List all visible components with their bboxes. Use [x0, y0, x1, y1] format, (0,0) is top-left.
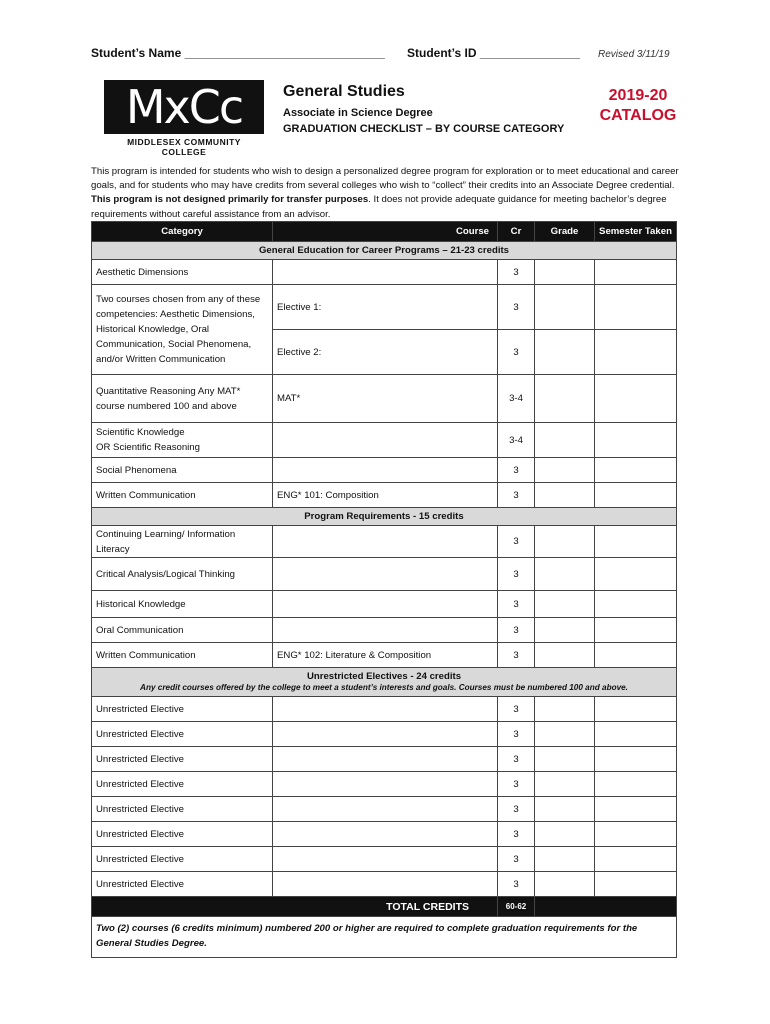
- category-cell: Oral Communication: [92, 618, 273, 643]
- table-row: [92, 747, 677, 772]
- grade-cell[interactable]: [535, 618, 595, 643]
- category-cell: Unrestricted Elective: [92, 772, 273, 797]
- credits-cell: 3: [498, 643, 535, 668]
- col-category: Category: [92, 222, 273, 242]
- course-cell[interactable]: [273, 423, 498, 458]
- course-cell[interactable]: ENG* 101: Composition: [273, 483, 498, 508]
- category-cell: Historical Knowledge: [92, 591, 273, 618]
- catalog-year-value: 2019-20: [608, 87, 668, 104]
- category-cell: Written Communication: [92, 483, 273, 508]
- course-cell[interactable]: [273, 558, 498, 591]
- section-title: Program Requirements - 15 credits: [92, 508, 677, 526]
- footnote: Two (2) courses (6 credits minimum) numbered 200 or higher are required to complete graduation requirements for the General Studies Degree.: [92, 917, 677, 958]
- student-id-field[interactable]: Student’s ID _______________: [407, 46, 580, 60]
- col-cr: Cr: [498, 222, 535, 242]
- footnote-row: [92, 917, 677, 958]
- table-row: [92, 285, 677, 330]
- course-cell[interactable]: [273, 847, 498, 872]
- semester-cell[interactable]: [595, 423, 677, 458]
- checklist-table: [91, 221, 676, 958]
- table-row: [92, 618, 677, 643]
- credits-cell: 3: [498, 483, 535, 508]
- credits-cell: 3: [498, 285, 535, 330]
- course-cell[interactable]: [273, 260, 498, 285]
- total-spacer: [535, 897, 677, 917]
- total-label: TOTAL CREDITS: [92, 897, 498, 917]
- table-row: [92, 643, 677, 668]
- semester-cell[interactable]: [595, 772, 677, 797]
- total-row: [92, 897, 677, 917]
- semester-cell[interactable]: [595, 483, 677, 508]
- table-row: [92, 375, 677, 423]
- table-row: [92, 822, 677, 847]
- grade-cell[interactable]: [535, 772, 595, 797]
- col-semester: Semester Taken: [595, 222, 677, 242]
- revised-date: Revised 3/11/19: [598, 49, 670, 60]
- course-cell[interactable]: Elective 2:: [273, 330, 498, 375]
- course-cell[interactable]: [273, 872, 498, 897]
- course-cell[interactable]: [273, 747, 498, 772]
- section-electives: [92, 668, 677, 697]
- course-cell[interactable]: Elective 1:: [273, 285, 498, 330]
- electives-note: Any credit courses offered by the college to meet a student’s interests and goals. Courses must be numbered 100 and above.: [140, 683, 628, 692]
- category-cell: [92, 423, 273, 458]
- semester-cell[interactable]: [595, 722, 677, 747]
- category-cell: Unrestricted Elective: [92, 872, 273, 897]
- semester-cell[interactable]: [595, 458, 677, 483]
- category-cell: Unrestricted Elective: [92, 797, 273, 822]
- semester-cell[interactable]: [595, 260, 677, 285]
- semester-cell[interactable]: [595, 747, 677, 772]
- table-row: [92, 423, 677, 458]
- grade-cell[interactable]: [535, 330, 595, 375]
- semester-cell[interactable]: [595, 822, 677, 847]
- logo-college-name: MIDDLESEX COMMUNITY COLLEGE: [127, 137, 241, 157]
- credits-cell: 3: [498, 330, 535, 375]
- credits-cell: 3: [498, 697, 535, 722]
- logo-mark: MxCc: [104, 80, 264, 134]
- credits-cell: 3: [498, 797, 535, 822]
- credits-cell: 3: [498, 591, 535, 618]
- program-title: General Studies: [283, 83, 405, 100]
- category-cell: Unrestricted Elective: [92, 822, 273, 847]
- category-cell: Unrestricted Elective: [92, 722, 273, 747]
- section-title: [92, 668, 677, 697]
- col-grade: Grade: [535, 222, 595, 242]
- category-cell: Two courses chosen from any of these competencies: Aesthetic Dimensions, Historical Knowledge, Oral Communication, Social Phenomena, and/or Written Communication: [92, 285, 273, 375]
- grade-cell[interactable]: [535, 526, 595, 558]
- credits-cell: 3: [498, 722, 535, 747]
- intro-text-a: This program is intended for students who wish to design a personalized degree program for exploration or to meet educational and career goals, and for students who may have credits from several colleges who wish to “collect” their credits into an Associate Degree credential.: [91, 166, 679, 192]
- table-row: [92, 591, 677, 618]
- grade-cell[interactable]: [535, 643, 595, 668]
- table-row: [92, 458, 677, 483]
- semester-cell[interactable]: [595, 643, 677, 668]
- table-row: [92, 872, 677, 897]
- table-row: [92, 260, 677, 285]
- course-cell[interactable]: [273, 591, 498, 618]
- credits-cell: 3: [498, 260, 535, 285]
- semester-cell[interactable]: [595, 285, 677, 330]
- semester-cell[interactable]: [595, 526, 677, 558]
- grade-cell[interactable]: [535, 747, 595, 772]
- grade-cell[interactable]: [535, 591, 595, 618]
- credits-cell: 3: [498, 847, 535, 872]
- category-cell: Critical Analysis/Logical Thinking: [92, 558, 273, 591]
- grade-cell[interactable]: [535, 797, 595, 822]
- table-row: [92, 797, 677, 822]
- degree-type: Associate in Science Degree: [283, 107, 433, 119]
- semester-cell[interactable]: [595, 697, 677, 722]
- category-cell: Written Communication: [92, 643, 273, 668]
- credits-cell: 3-4: [498, 423, 535, 458]
- course-cell[interactable]: [273, 697, 498, 722]
- program-intro: [91, 165, 679, 222]
- category-cell: Unrestricted Elective: [92, 747, 273, 772]
- course-cell[interactable]: [273, 526, 498, 558]
- category-cell: Unrestricted Elective: [92, 847, 273, 872]
- catalog-label: CATALOG: [599, 107, 677, 124]
- course-cell[interactable]: [273, 797, 498, 822]
- table-row: [92, 526, 677, 558]
- section-program: [92, 508, 677, 526]
- grade-cell[interactable]: [535, 697, 595, 722]
- grade-cell[interactable]: [535, 558, 595, 591]
- total-value: 60-62: [498, 897, 535, 917]
- table-row: [92, 697, 677, 722]
- grade-cell[interactable]: [535, 847, 595, 872]
- semester-cell[interactable]: [595, 847, 677, 872]
- course-cell[interactable]: ENG* 102: Literature & Composition: [273, 643, 498, 668]
- semester-cell[interactable]: [595, 618, 677, 643]
- table-header-row: [92, 222, 677, 242]
- credits-cell: 3: [498, 618, 535, 643]
- credits-cell: 3: [498, 747, 535, 772]
- credits-cell: 3: [498, 458, 535, 483]
- category-cell: Social Phenomena: [92, 458, 273, 483]
- credits-cell: 3: [498, 872, 535, 897]
- col-course: Course: [273, 222, 498, 242]
- checklist-title: GRADUATION CHECKLIST – BY COURSE CATEGORY: [283, 123, 565, 135]
- course-cell[interactable]: [273, 822, 498, 847]
- section-title-text: Unrestricted Electives - 24 credits: [306, 671, 462, 682]
- table-row: [92, 558, 677, 591]
- grade-cell[interactable]: [535, 872, 595, 897]
- semester-cell[interactable]: [595, 797, 677, 822]
- table-row: [92, 722, 677, 747]
- course-cell[interactable]: MAT*: [273, 375, 498, 423]
- college-logo: [104, 80, 264, 157]
- grade-cell[interactable]: [535, 285, 595, 330]
- credits-cell: 3: [498, 772, 535, 797]
- category-line-1: Scientific Knowledge: [96, 427, 185, 438]
- category-cell: Quantitative Reasoning Any MAT* course numbered 100 and above: [92, 375, 273, 423]
- credits-cell: 3: [498, 526, 535, 558]
- table-row: [92, 772, 677, 797]
- grade-cell[interactable]: [535, 722, 595, 747]
- course-cell[interactable]: [273, 458, 498, 483]
- grade-cell[interactable]: [535, 483, 595, 508]
- course-cell[interactable]: [273, 618, 498, 643]
- semester-cell[interactable]: [595, 330, 677, 375]
- table-row: [92, 483, 677, 508]
- semester-cell[interactable]: [595, 591, 677, 618]
- credits-cell: 3: [498, 558, 535, 591]
- semester-cell[interactable]: [595, 872, 677, 897]
- category-cell: Aesthetic Dimensions: [92, 260, 273, 285]
- category-line-2: OR Scientific Reasoning: [96, 442, 200, 453]
- grade-cell[interactable]: [535, 260, 595, 285]
- intro-bold: This program is not designed primarily for transfer purposes: [91, 194, 369, 206]
- course-cell[interactable]: [273, 772, 498, 797]
- intro-text-b: . It does not provide adequate guidance for meeting bachelor’s degree requirements without careful assistance from an advisor.: [91, 194, 667, 220]
- grade-cell[interactable]: [535, 458, 595, 483]
- credits-cell: 3-4: [498, 375, 535, 423]
- grade-cell[interactable]: [535, 375, 595, 423]
- semester-cell[interactable]: [595, 558, 677, 591]
- section-gen-ed: [92, 242, 677, 260]
- student-name-field[interactable]: Student’s Name ______________________________: [91, 46, 385, 60]
- catalog-year: [598, 86, 678, 126]
- grade-cell[interactable]: [535, 822, 595, 847]
- course-cell[interactable]: [273, 722, 498, 747]
- credits-cell: 3: [498, 822, 535, 847]
- category-cell: Continuing Learning/ Information Literacy: [92, 526, 273, 558]
- grade-cell[interactable]: [535, 423, 595, 458]
- semester-cell[interactable]: [595, 375, 677, 423]
- table-row: [92, 847, 677, 872]
- category-cell: Unrestricted Elective: [92, 697, 273, 722]
- section-title: General Education for Career Programs – 21-23 credits: [92, 242, 677, 260]
